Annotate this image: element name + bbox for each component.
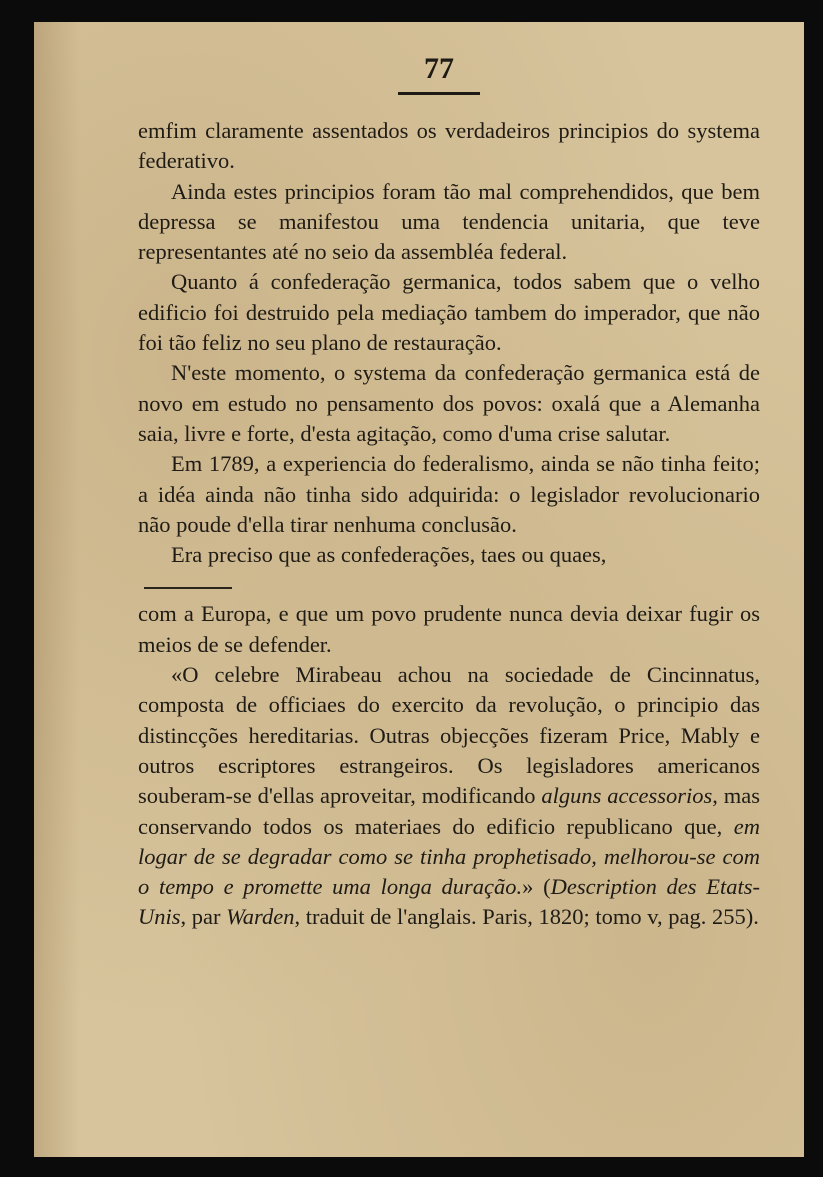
paragraph: Em 1789, a experiencia do federalismo, ainda se não tinha feito; a idéa ainda não tinha sido adquirida: o legislador revolucionario não poude d'ella tirar nenhuma conclusão. (138, 451, 760, 537)
footnote-italic: alguns accessorios (541, 783, 713, 809)
footnote-separator (144, 587, 232, 589)
footnote-italic-quote: em logar de se degradar como se tinha prophetisado, melhorou-se com o tempo e promette uma longa duração. (138, 813, 760, 900)
paragraph: Ainda estes principios foram tão mal comprehendidos, que bem depressa se manifestou uma tendencia unitaria, que teve representantes até no seio da assembléa federal. (138, 178, 760, 265)
footnote-text: , par (180, 904, 227, 930)
paragraph: Quanto á confederação germanica, todos sabem que o velho edificio foi destruido pela mediação tambem do imperador, que não foi tão feliz no seu plano de restauração. (138, 269, 760, 356)
footnote-text: » ( (522, 874, 551, 900)
page-number: 77 (424, 52, 454, 85)
footnote-continuation: com a Europa, e que um povo prudente nunca devia deixar fugir os meios de se defender. (138, 601, 760, 657)
book-page (34, 22, 804, 1157)
paragraph-continuation: emfim claramente assentados os verdadeiros principios do systema federativo. (138, 118, 760, 174)
paragraph: Era preciso que as confederações, taes ou quaes, (171, 542, 607, 568)
footnote-author: Warden (226, 904, 295, 930)
body-text (138, 116, 760, 933)
footnote (138, 599, 760, 932)
page-number-rule (398, 92, 480, 95)
footnote-citation: , traduit de l'anglais. Paris, 1820; tomo v, pag. 255). (294, 904, 759, 930)
footnote-paragraph (138, 660, 760, 933)
footnote-text: «O celebre Mirabeau achou na sociedade de Cincinnatus, composta de officiaes do exercito da revolução, o principio das distincções hereditarias. Outras objecções fizeram Price, Mably e outros escriptores estrangeiros. Os legisladores americanos souberam-se d'ellas aproveitar, modificando (138, 662, 760, 809)
footnote-text: , mas conservando todos os materiaes do edificio republicano que, (138, 783, 760, 839)
footnote-book-title: Description des Etats-Unis (138, 874, 760, 930)
paragraph: N'este momento, o systema da confederação germanica está de novo em estudo no pensamento dos povos: oxalá que a Alemanha saia, livre e forte, d'esta agitação, como d'uma crise salutar. (138, 360, 760, 446)
